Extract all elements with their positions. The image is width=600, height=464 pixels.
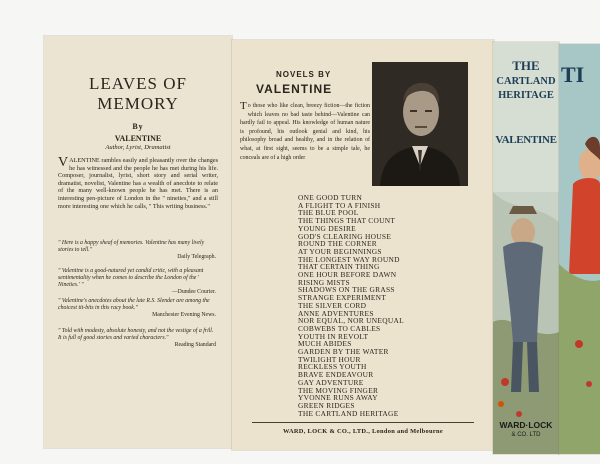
novel-list-item: RISING MISTS [298,277,350,287]
novel-list-item: THE MOVING FINGER [298,385,379,395]
flap-title-line2: MEMORY [97,94,179,113]
novel-list-item: NOR EQUAL, NOR UNEQUAL [298,316,404,326]
novel-list-item: THE SILVER CORD [298,300,367,310]
novel-list-item: COBWEBS TO CABLES [298,323,381,333]
flap-quote-4 [58,328,216,349]
novel-list-item: GREEN RIDGES [298,400,355,410]
novel-list-item: YOUNG DESIRE [298,223,357,233]
novel-list-item: GOD'S CLEARING HOUSE [298,231,392,241]
front-title-fragment: TI [561,62,585,87]
novel-list-item: GARDEN BY THE WATER [298,347,389,357]
novel-list-item: TWILIGHT HOUR [298,354,361,364]
spine-publisher-line2: & CO. LTD [511,432,541,438]
novels-by-heading: NOVELS BY [276,70,332,79]
quote-source: Reading Standard [174,342,216,348]
publisher-rule [252,422,474,423]
spine-author: VALENTINE [495,134,557,146]
flap-description: VALENTINE rambles easily and pleasantly over the changes he has witnessed and the people he has met during his life. Composer, journalist, lyrist, short story and serial writer, dramatist, novelist, Valentine has a wealth of anecdote to relate of the many well-known people he has met. There is an interesting pen-picture of London in the " nineties," and a still more interesting one which he calls, " This writing business." [58,155,218,210]
novel-list [298,194,474,417]
front-cover-illustration [559,44,600,454]
spine-title-line2: CARTLAND [496,76,556,87]
quote-source: —Dundee Courier. [171,289,216,295]
publisher-line: WARD, LOCK & CO., LTD., London and Melbourne [283,428,443,435]
flap-author-roles: Author, Lyrist, Dramatist [105,144,171,151]
spine-publisher-line1: WARD·LOCK [499,420,553,430]
front-cover-edge [559,44,600,454]
quote-source: Manchester Evening News. [152,312,216,318]
quote-text: " Valentine's anecdotes about the late R.S. Slender are among the choicest tit-bits in this racy book." [58,298,210,311]
novel-list-item: THE THINGS THAT COUNT [298,216,396,226]
back-panel [232,40,494,450]
quote-text: " Told with modesty, absolute honesty, and not the vestige of a frill. It is full of good stories and varied characters." [58,328,214,341]
novel-list-item: YOUTH IN REVOLT [298,331,369,341]
novel-list-item: GAY ADVENTURE [298,377,364,387]
novel-list-item: THE LONGEST WAY ROUND [298,254,400,264]
novel-list-item: RECKLESS YOUTH [298,362,367,372]
spine-title-line1: THE [512,58,540,73]
novel-list-item: ONE GOOD TURN [298,193,363,202]
novel-list-item: A FLIGHT TO A FINISH [298,200,381,210]
portrait-image [372,62,468,186]
author-portrait [372,62,468,186]
novel-list-item: SHADOWS ON THE GRASS [298,285,395,295]
author-intro: To those who like clean, breezy fiction—the fiction which leaves no bad taste behind—Valentine can hardly fail to appeal. His knowledge of human nature is profound, his outlook genial and kind, his philosophy broad and healthy, and in the relation of what, at first sight, seems to be a simple tale, he conceals are of a high order [240,100,370,161]
novel-list-item: ANNE ADVENTURES [298,308,374,318]
flap-author: VALENTINE [114,134,162,143]
novel-list-item: ROUND THE CORNER [298,239,377,249]
flap-quote-3 [58,298,216,319]
left-flap [44,36,232,448]
novel-list-item: THE CARTLAND HERITAGE [298,408,399,418]
flap-by: By [132,122,144,131]
spine [493,42,559,454]
novel-list-item: THE BLUE POOL [298,208,359,218]
novel-list-item: BRAVE ENDEAVOUR [298,370,374,380]
quote-text: " Here is a happy sheaf of memories. Valentine has many lively stories to tell." [58,240,205,253]
novel-list-item: AT YOUR BEGINNINGS [298,246,382,256]
novel-list-item: MUCH ABIDES [298,339,352,349]
novel-list-item: THAT CERTAIN THING [298,262,380,272]
flap-title-line1: LEAVES OF [89,74,187,93]
spine-title-line3: HERITAGE [498,90,554,101]
novel-list-item: YVONNE RUNS AWAY [298,393,378,403]
quote-text: " Valentine is a good-natured yet candid critic, with a pleasant sentimentality when he comes to describe the London of the ' Nineties.' " [58,268,204,288]
flap-quote-1 [58,240,216,261]
quote-source: Daily Telegraph. [177,254,216,260]
novel-list-item: ONE HOUR BEFORE DAWN [298,270,397,280]
novel-list-item: STRANGE EXPERIMENT [298,293,387,303]
spine-illustration [493,42,559,454]
flap-quote-2 [58,268,216,296]
novels-author-heading: VALENTINE [256,82,333,96]
